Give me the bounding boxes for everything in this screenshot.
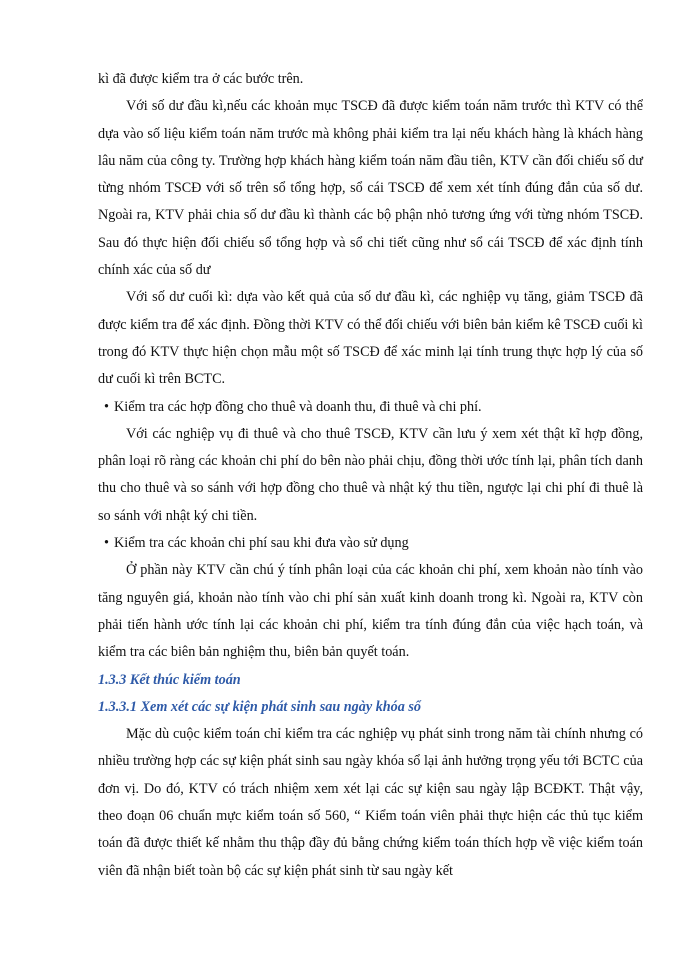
subsection-heading: 1.3.3.1 Xem xét các sự kiện phát sinh sau ngày khóa sổ [98, 698, 422, 715]
paragraph-subsequent-events: Mặc dù cuộc kiểm toán chỉ kiểm tra các nghiệp vụ phát sinh trong năm tài chính nhưng có nhiều trường hợp các sự kiện phát sinh sau ngày khóa sổ lại ảnh hưởng trọng yếu tới BCTC của đơn vị. Do đó, KTV có trách nhiệm xem xét lại các sự kiện sau ngày lập BCĐKT. Thật vậy, theo đoạn 06 chuẩn mực kiểm toán số 560, “ Kiểm toán viên phải thực hiện các thủ tục kiểm toán đã được thiết kế nhằm thu thập đầy đủ bằng chứng kiểm toán thích hợp về việc kiểm toán viên đã nhận biết toàn bộ các sự kiện phát sinh từ sau ngày kết [98, 726, 643, 879]
bullet-item-lease-contracts [98, 394, 643, 421]
bullet-item-expenses [98, 530, 643, 557]
paragraph-opening-balance: Với số dư đầu kì,nếu các khoản mục TSCĐ đã được kiểm toán năm trước thì KTV có thể dựa vào số liệu kiểm toán năm trước mà không phải kiểm tra lại nếu khách hàng là khách hàng lâu năm của công ty. Trường hợp khách hàng kiểm toán năm đầu tiên, KTV cần đối chiếu số dư từng nhóm TSCĐ với số trên sổ tổng hợp, sổ cái TSCĐ để xem xét tính đúng đắn của số dư. Ngoài ra, KTV phải chia số dư đầu kì thành các bộ phận nhỏ tương ứng với từng nhóm TSCĐ. Sau đó thực hiện đối chiếu sổ tổng hợp và sổ chi tiết cũng như sổ cái TSCĐ để xác định tính chính xác của số dư [98, 98, 643, 279]
section-heading: 1.3.3 Kết thúc kiểm toán [98, 671, 241, 688]
paragraph-closing-balance: Với số dư cuối kì: dựa vào kết quả của số dư đầu kì, các nghiệp vụ tăng, giảm TSCĐ đã được kiểm tra để xác định. Đồng thời KTV có thể đối chiếu với biên bản kiểm kê TSCĐ cuối kì trong đó KTV thực hiện chọn mẫu một số TSCĐ để xác minh lại tính trung thực hợp lý của số dư cuối kì trên BCTC. [98, 289, 643, 388]
paragraph-expense-classification: Ở phần này KTV cần chú ý tính phân loại của các khoản chi phí, xem khoản nào tính vào tăng nguyên giá, khoản nào tính vào chi phí sản xuất kinh doanh trong kì. Ngoài ra, KTV còn phải tiến hành ước tính lại các khoản chi phí, kiểm tra tính đúng đắn của việc hạch toán, và kiểm tra các biên bản nghiệm thu, biên bản quyết toán. [98, 562, 643, 661]
bullet-text: Kiểm tra các hợp đồng cho thuê và doanh thu, đi thuê và chi phí. [114, 398, 482, 415]
bullet-icon: • [104, 398, 109, 415]
paragraph-lease-transactions: Với các nghiệp vụ đi thuê và cho thuê TSCĐ, KTV cần lưu ý xem xét thật kĩ hợp đồng, phân loại rõ ràng các khoản chi phí do bên nào phải chịu, đồng thời ước tính lại, phân tích danh thu cho thuê và so sánh với hợp đồng cho thuê và nhật ký thu tiền, ngược lại chi phí đi thuê là so sánh với nhật ký chi tiền. [98, 425, 643, 524]
paragraph-continuation: kì đã được kiểm tra ở các bước trên. [98, 71, 304, 87]
bullet-text: Kiểm tra các khoản chi phí sau khi đưa vào sử dụng [114, 535, 409, 552]
document-page [98, 66, 643, 885]
bullet-icon: • [104, 535, 109, 552]
